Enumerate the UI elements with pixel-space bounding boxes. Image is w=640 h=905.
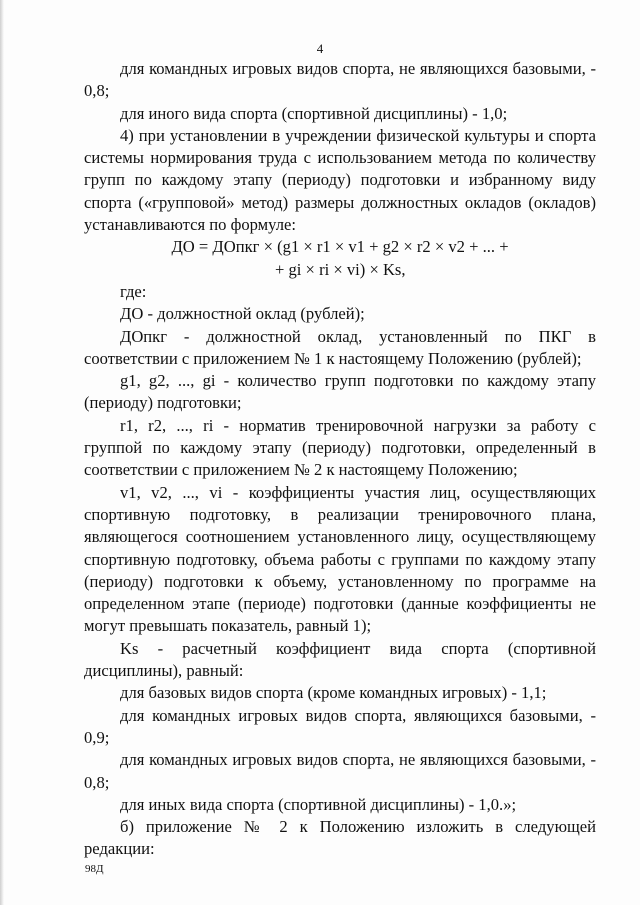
paragraph-item-4: 4) при установлении в учреждении физической культуры и спорта системы нормирования труда с использованием метода по количеству групп по каждому этапу (периоду) подготовки и избранному виду спорта («групповой» метод) размеры должностных окладов (окладов) устанавливаются по формуле:: [84, 125, 596, 235]
paragraph-where: где:: [120, 281, 147, 301]
paragraph-coef-08: 0,8;: [84, 81, 110, 101]
formula-line-2: + gi × ri × vi) × Ks,: [275, 259, 406, 279]
scan-edge: [0, 0, 4, 905]
ks-other-sports: для иных вида спорта (спортивной дисциплины) - 1,0.»;: [120, 794, 517, 814]
definition-ks: Ks - расчетный коэффициент вида спорта (спортивной дисциплины), равный:: [84, 638, 596, 681]
definition-do: ДО - должностной оклад (рублей);: [120, 304, 365, 324]
footer-code: 98Д: [85, 863, 104, 875]
definition-v: v1, v2, ..., vi - коэффициенты участия лиц, осуществляющих спортивную подготовку, в реализации тренировочного плана, являющегося соотношением установленного лицу, осуществляющему спортивную подготовку, объема работы с группами по каждому этапу (периоду) подготовки к объему, установленному по программе на определенном этапе (периоде) подготовки (данные коэффициенты не могут превышать показатель, равный 1);: [84, 482, 596, 636]
paragraph-team-nonbase: для командных игровых видов спорта, не являющихся базовыми, -: [120, 59, 596, 78]
ks-base-sports: для базовых видов спорта (кроме командных игровых) - 1,1;: [120, 683, 547, 703]
page-number: 4: [316, 41, 324, 56]
ks-team-base: для командных игровых видов спорта, являющихся базовыми, - 0,9;: [84, 705, 596, 747]
ks-coef-08: 0,8;: [84, 772, 110, 792]
ks-team-nonbase: для командных игровых видов спорта, не являющихся базовыми, -: [120, 750, 596, 770]
definition-dopkg: ДОпкг - должностной оклад, установленный по ПКГ в соответствии с приложением № 1 к настоящему Положению (рублей);: [84, 326, 596, 368]
definition-g: g1, g2, ..., gi - количество групп подготовки по каждому этапу (периоду) подготовки;: [84, 371, 596, 413]
formula-line-1: ДО = ДОпкг × (g1 × r1 × v1 + g2 × r2 × v2 + ... +: [171, 237, 509, 257]
paragraph-item-b: б) приложение № 2 к Положению изложить в следующей редакции:: [84, 817, 596, 859]
document-body: [84, 58, 596, 861]
definition-r: r1, r2, ..., ri - норматив тренировочной нагрузки за работу с группой по каждому этапу (периоду) подготовки, определенный в соответствии с приложением № 2 к настоящему Положению;: [84, 415, 596, 480]
paragraph-other-sport: для иного вида спорта (спортивной дисциплины) - 1,0;: [120, 103, 508, 123]
